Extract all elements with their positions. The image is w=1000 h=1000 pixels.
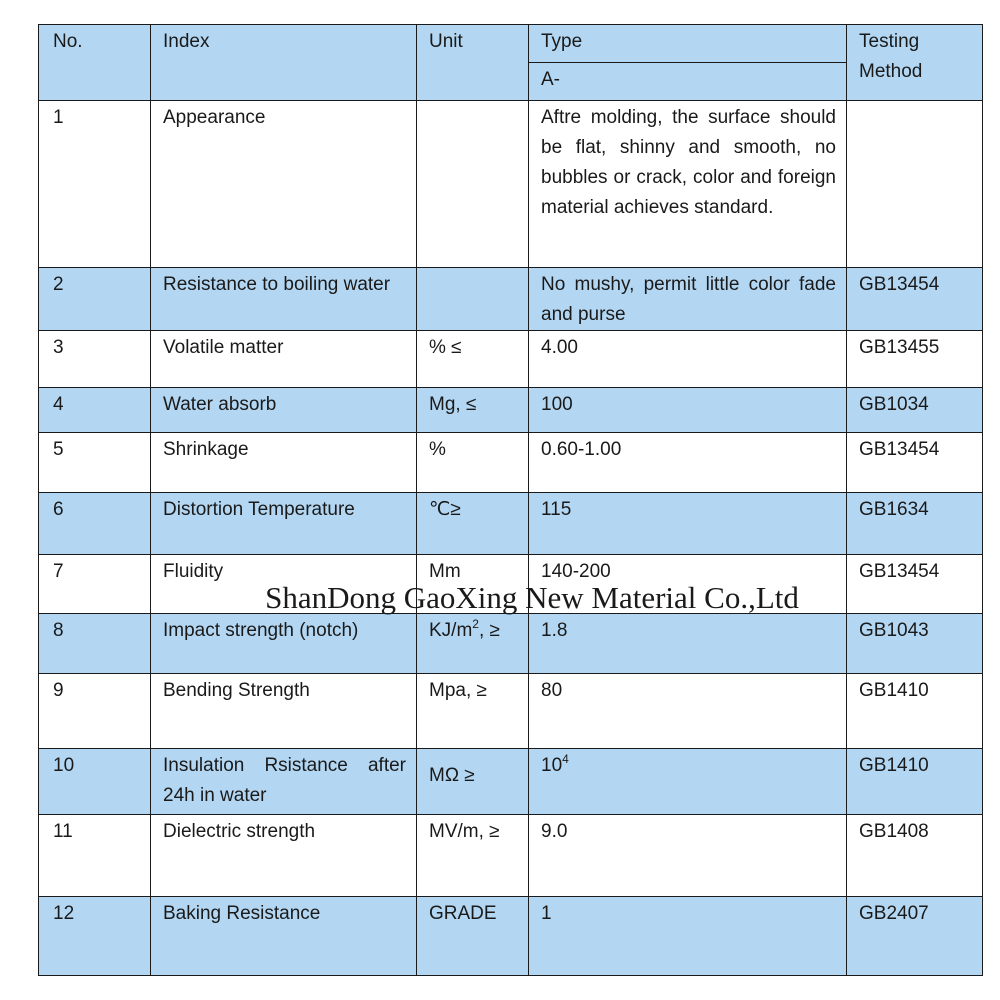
row-type: 100 <box>529 388 847 433</box>
row-index: Impact strength (notch) <box>151 614 417 674</box>
unit-tail: , ≥ <box>478 620 500 641</box>
table-row <box>39 674 983 749</box>
row-no: 5 <box>39 433 151 493</box>
row-method: GB13454 <box>847 268 983 331</box>
table-row <box>39 815 983 897</box>
table-row <box>39 493 983 555</box>
row-no: 12 <box>39 897 151 976</box>
row-type: No mushy, permit little color fade and purse <box>529 268 847 331</box>
header-no: No. <box>39 25 151 101</box>
row-index: Distortion Temperature <box>151 493 417 555</box>
row-no: 6 <box>39 493 151 555</box>
row-method: GB13454 <box>847 555 983 614</box>
unit-base: KJ/m <box>429 620 473 641</box>
row-no: 7 <box>39 555 151 614</box>
row-unit <box>417 268 529 331</box>
company-watermark: ShanDong GaoXing New Material Co.,Ltd <box>265 580 799 615</box>
row-no: 4 <box>39 388 151 433</box>
row-unit <box>417 101 529 268</box>
row-unit: % <box>417 433 529 493</box>
row-type: 140-200 <box>529 555 847 614</box>
row-method: GB1408 <box>847 815 983 897</box>
row-method <box>847 101 983 268</box>
table-row <box>39 897 983 976</box>
table-row <box>39 388 983 433</box>
row-unit: % ≤ <box>417 331 529 388</box>
row-type: 4.00 <box>529 331 847 388</box>
row-type: 0.60-1.00 <box>529 433 847 493</box>
row-no: 9 <box>39 674 151 749</box>
row-index: Appearance <box>151 101 417 268</box>
header-testing-method: Testing Method <box>847 25 983 101</box>
row-method: GB13455 <box>847 331 983 388</box>
row-index: Insulation Rsistance after 24h in water <box>151 749 417 815</box>
row-type: 9.0 <box>529 815 847 897</box>
table-row <box>39 555 983 614</box>
row-index: Baking Resistance <box>151 897 417 976</box>
row-method: GB1034 <box>847 388 983 433</box>
row-type <box>529 749 847 815</box>
row-unit: MΩ ≥ <box>417 749 529 815</box>
row-type: 1 <box>529 897 847 976</box>
row-method: GB1410 <box>847 749 983 815</box>
header-row <box>39 25 983 63</box>
header-type-sub: A- <box>529 63 847 101</box>
table-row <box>39 101 983 268</box>
row-method: GB1410 <box>847 674 983 749</box>
row-index: Dielectric strength <box>151 815 417 897</box>
type-superscript: 4 <box>562 752 569 766</box>
row-index: Shrinkage <box>151 433 417 493</box>
row-unit: ℃≥ <box>417 493 529 555</box>
row-index: Volatile matter <box>151 331 417 388</box>
row-type: 1.8 <box>529 614 847 674</box>
row-method: GB1634 <box>847 493 983 555</box>
row-unit: Mpa, ≥ <box>417 674 529 749</box>
type-base: 10 <box>541 755 563 776</box>
unit-superscript: 2 <box>472 617 479 631</box>
table-row <box>39 433 983 493</box>
row-method: GB13454 <box>847 433 983 493</box>
row-index: Fluidity <box>151 555 417 614</box>
row-index: Bending Strength <box>151 674 417 749</box>
row-no: 3 <box>39 331 151 388</box>
table-row <box>39 614 983 674</box>
row-no: 2 <box>39 268 151 331</box>
row-unit: Mg, ≤ <box>417 388 529 433</box>
row-unit: MV/m, ≥ <box>417 815 529 897</box>
row-unit <box>417 614 529 674</box>
table-row <box>39 749 983 815</box>
row-unit: Mm <box>417 555 529 614</box>
row-type: 115 <box>529 493 847 555</box>
header-index: Index <box>151 25 417 101</box>
row-type: 80 <box>529 674 847 749</box>
row-no: 10 <box>39 749 151 815</box>
row-index: Resistance to boiling water <box>151 268 417 331</box>
table-row <box>39 268 983 331</box>
row-no: 8 <box>39 614 151 674</box>
row-method: GB2407 <box>847 897 983 976</box>
row-index: Water absorb <box>151 388 417 433</box>
header-type: Type <box>529 25 847 63</box>
spec-table <box>38 24 983 976</box>
row-method: GB1043 <box>847 614 983 674</box>
row-no: 1 <box>39 101 151 268</box>
header-unit: Unit <box>417 25 529 101</box>
row-no: 11 <box>39 815 151 897</box>
row-unit: GRADE <box>417 897 529 976</box>
row-type: Aftre molding, the surface should be flat, shinny and smooth, no bubbles or crack, color and foreign material achieves standard. <box>529 101 847 268</box>
table-row <box>39 331 983 388</box>
